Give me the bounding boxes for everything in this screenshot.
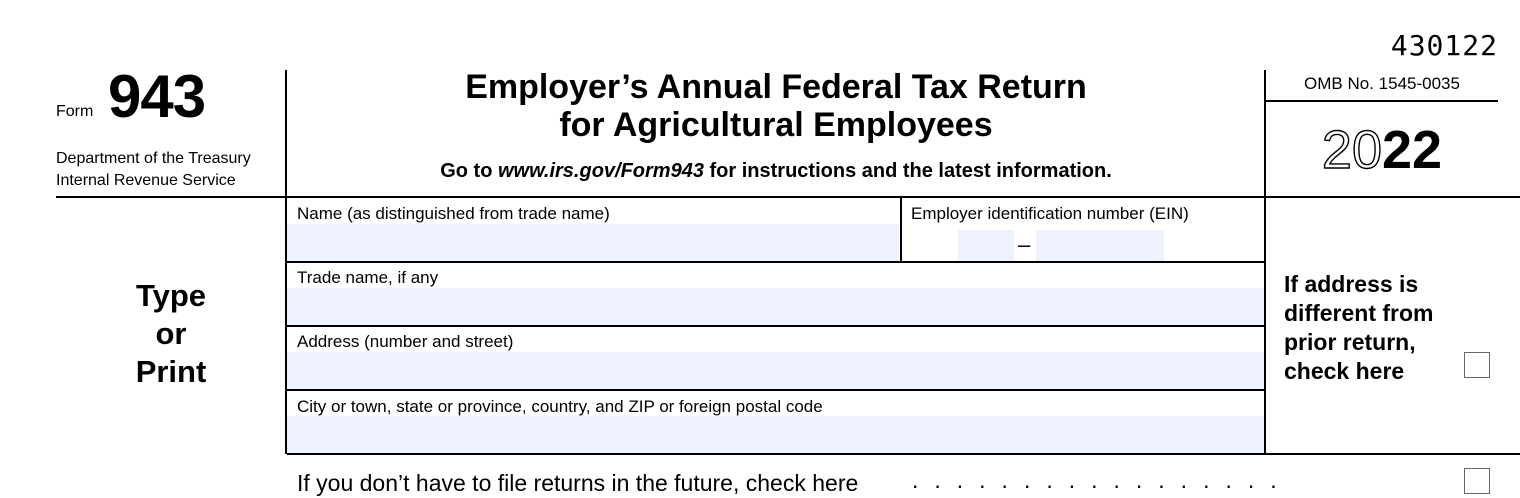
instructions-link[interactable]: www.irs.gov/Form943 — [497, 160, 704, 182]
or-word: or — [155, 316, 187, 351]
trade-name-label: Trade name, if any — [297, 268, 439, 287]
agency-line: Internal Revenue Service — [56, 172, 236, 189]
city-field[interactable] — [287, 416, 1264, 453]
divider — [287, 389, 1264, 391]
instructions-prefix: Go to — [440, 160, 498, 182]
ein-dash: – — [1018, 232, 1031, 257]
address-label: Address (number and street) — [297, 332, 514, 351]
address-note-line: prior return, — [1284, 329, 1416, 355]
form-control-number: 430122 — [1390, 29, 1498, 62]
trade-name-field[interactable] — [287, 288, 1264, 325]
divider — [56, 196, 1520, 198]
name-label: Name (as distinguished from trade name) — [297, 204, 610, 223]
tax-year-suffix: 22 — [1382, 120, 1443, 180]
address-change-checkbox[interactable] — [1464, 352, 1490, 378]
form-word: Form — [56, 103, 94, 120]
type-word: Type — [135, 278, 207, 313]
divider — [287, 325, 1264, 327]
address-change-note — [1284, 270, 1434, 386]
divider — [900, 198, 902, 263]
tax-year-century: 20 — [1321, 120, 1382, 180]
instructions-suffix: for instructions and the latest information. — [703, 160, 1112, 182]
divider — [1266, 100, 1498, 102]
omb-number: OMB No. 1545-0035 — [1304, 74, 1460, 93]
print-word: Print — [135, 354, 207, 389]
form-number: 943 — [108, 63, 206, 130]
address-field[interactable] — [287, 352, 1264, 389]
form-title-line1: Employer’s Annual Federal Tax Return — [465, 68, 1087, 106]
address-note-line: If address is — [1284, 271, 1419, 297]
divider — [1264, 70, 1266, 454]
divider — [285, 70, 287, 198]
ein-suffix-field[interactable] — [1036, 230, 1164, 261]
name-field[interactable] — [287, 224, 899, 261]
future-returns-checkbox[interactable] — [1464, 468, 1490, 494]
ein-prefix-field[interactable] — [958, 230, 1014, 261]
divider — [287, 261, 1264, 263]
city-label: City or town, state or province, country, and ZIP or foreign postal code — [297, 397, 823, 416]
instructions-note — [286, 160, 1266, 183]
department-line: Department of the Treasury — [56, 150, 251, 167]
divider — [287, 453, 1520, 455]
ein-label: Employer identification number (EIN) — [911, 204, 1189, 223]
dot-leader: ................. — [912, 467, 1293, 493]
tax-year — [1266, 120, 1498, 180]
form-title-line2: for Agricultural Employees — [559, 106, 993, 144]
address-note-line: different from — [1284, 300, 1434, 326]
future-returns-label: If you don’t have to file returns in the future, check here — [297, 470, 859, 496]
type-or-print-label — [100, 277, 242, 391]
address-note-line: check here — [1284, 358, 1405, 384]
